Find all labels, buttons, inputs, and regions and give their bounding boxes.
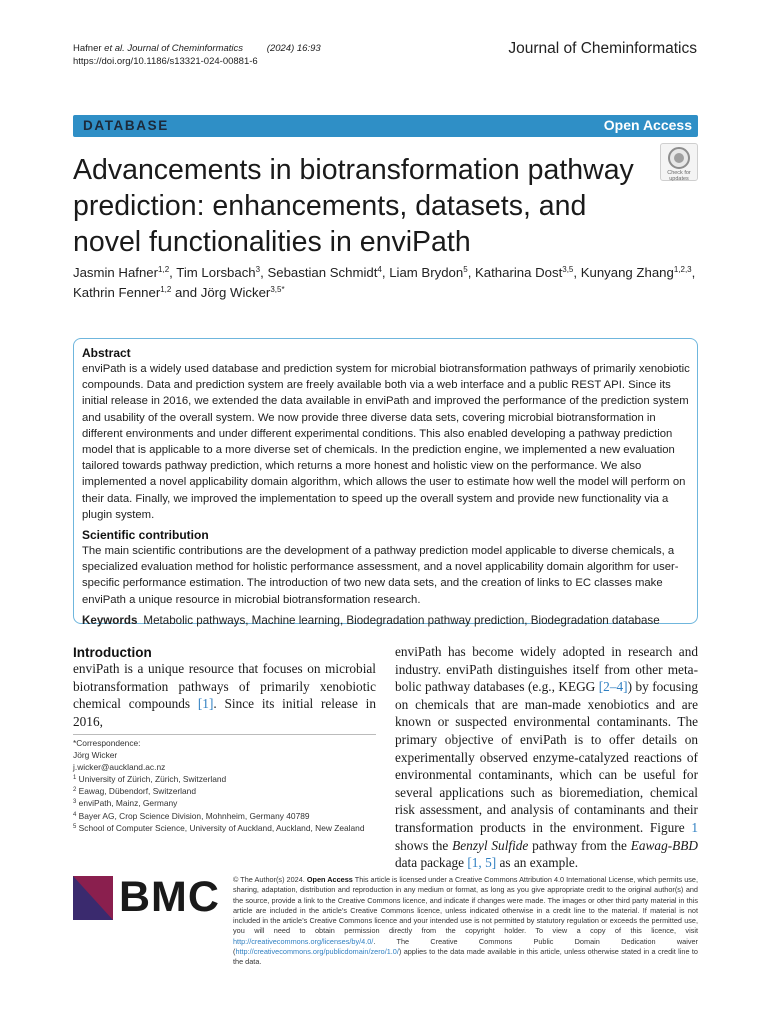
body-text: enviPath has become widely adopted in research and industry. enviPath distinguishes itself from other metabolic pathway databases (e.g., KEGG bbox=[395, 644, 698, 695]
correspondence-name: Jörg Wicker bbox=[73, 750, 118, 761]
affiliation-item: $^3$ enviPath, Mainz, Germany bbox=[73, 798, 178, 809]
intro-left-column bbox=[73, 660, 376, 730]
footnote-divider bbox=[73, 734, 376, 735]
pathway-name: Benzyl Sulfide bbox=[452, 837, 529, 853]
author-name[interactable]: Katharina Dost bbox=[475, 265, 563, 280]
body-text: shows the bbox=[395, 837, 453, 853]
body-text: ) by focusing on chemicals that are man-made xenobiotics and are known or suspected environmental contaminants. The primary objective of enviPath is to offer details on experimentally observed enzyme-catalyzed reactions of environmental contaminants, which can be useful for several applications such as bioremediation, chemical risk assessment, and analysis of contaminants and their transformation products in the environment. Figure bbox=[395, 679, 698, 835]
author-name[interactable]: Kathrin Fenner bbox=[73, 285, 161, 300]
figure-link[interactable]: 1 bbox=[691, 819, 698, 835]
running-header bbox=[73, 42, 321, 68]
affiliation-item: $^1$ University of Zürich, Zürich, Switzerland bbox=[73, 774, 227, 785]
author-affiliation: 3 bbox=[255, 265, 261, 274]
author-affiliation: 1,2 bbox=[158, 265, 170, 274]
citation-link[interactable]: [1, bbox=[467, 855, 482, 871]
author-affiliation: 4 bbox=[377, 265, 382, 274]
author-affiliation: 1,2,3 bbox=[673, 265, 692, 274]
introduction-heading: Introduction bbox=[73, 645, 152, 660]
open-access-label: Open Access bbox=[603, 117, 692, 133]
abstract-box bbox=[73, 338, 698, 627]
correspondence-label: *Correspondence: bbox=[73, 738, 141, 748]
author-conjunction: and bbox=[175, 285, 198, 300]
contribution-text: The main scientific contributions are the development of a pathway prediction model applicable to diverse chemicals, a specialized evaluation method for holistic performance assessment, and a novel applicability domain algorithm for user-specific performance estimation. The introduction of two new data sets, and the creation of links to EC classes make enviPath a unique resource in microbial biotransformation research. bbox=[82, 545, 679, 606]
body-text: enviPath is a unique resource that focuses on microbial biotransformation pathways of primarily xenobiotic chemical compounds bbox=[73, 661, 376, 712]
intro-right-column bbox=[395, 643, 698, 872]
doi-link[interactable]: https://doi.org/10.1186/s13321-024-00881-6 bbox=[73, 56, 258, 67]
bmc-logo-text: BMC bbox=[119, 873, 220, 921]
body-text: . Since its initial release in 2016, bbox=[73, 696, 376, 729]
check-for-updates-label: Check for updates bbox=[667, 170, 691, 182]
article-type-banner bbox=[73, 115, 698, 137]
package-name: Eawag-BBD bbox=[630, 837, 698, 853]
crossmark-icon bbox=[668, 147, 690, 169]
author-name[interactable]: Liam Brydon bbox=[389, 265, 464, 280]
open-access-inline: Open Access bbox=[306, 875, 353, 884]
author-name[interactable]: Tim Lorsbach bbox=[176, 265, 256, 280]
keywords-label: Keywords bbox=[82, 613, 138, 627]
keywords-list: Metabolic pathways, Machine learning, Biodegradation pathway prediction, Biodegradation database bbox=[143, 613, 660, 627]
correspondence-email[interactable]: j.wicker@auckland.ac.nz bbox=[73, 762, 166, 773]
contribution-heading: Scientific contribution bbox=[82, 528, 209, 543]
body-text: as an example. bbox=[496, 855, 579, 871]
citation-line bbox=[73, 42, 321, 55]
abstract-text: enviPath is a widely used database and prediction system for microbial biotransformation pathways of primarily xenobiotic compounds. Data and prediction system are freely available both via a web interface and a public REST API. Since its initial release in 2016, we extended the data available in enviPath and improved the performance of the prediction system and usability of the overall system. We now provide three diverse data sets, covering microbial biotransformation in different environments and under different experimental conditions. This also enabled developing a pathway prediction model that is applicable to a more diverse set of chemicals. In the prediction engine, we implemented a new evaluation tailored towards pathway prediction, which returns a more honest and holistic view on the performance. We also implemented a novel applicability domain algorithm, which allows the user to estimate how well the model will perform on their data. Finally, we improved the implementation to speed up the overall system and provide new functionality via a plugin system. bbox=[82, 363, 690, 521]
public-domain-link[interactable]: http://creativecommons.org/publicdomain/zero/1.0/ bbox=[235, 947, 399, 957]
author-name[interactable]: Kunyang Zhang bbox=[580, 265, 674, 280]
citation-journal: et al. Journal of Cheminformatics bbox=[104, 43, 244, 54]
author-name[interactable]: Jasmin Hafner bbox=[73, 265, 159, 280]
affiliation-item: $^5$ School of Computer Science, University of Auckland, Auckland, New Zealand bbox=[73, 822, 365, 833]
author-list: Jasmin Hafner$^{1,2}$, Tim Lorsbach$^3$, Sebastian Schmidt$^4$, Liam Brydon$^5$, Katharina Dost$^{3,5}$, Kunyang Zhang$^{1,2,3}$, Kathrin Fenner$^{1,2}$ and Jörg Wicker$^{3,5*}$ bbox=[73, 265, 696, 300]
body-text: data package bbox=[395, 855, 468, 871]
license-text: © The Author(s) 2024. Open Access This article is licensed under a Creative Commons Attribution 4.0 International License, which permits use, sharing, adaptation, distribution and reproduction in any medium or format, as long as you give appropriate credit to the original author(s) and the source, provide a link to the Creative Commons licence, and indicate if changes were made. The images or other third party material in this article are included in the article’s Creative Commons licence, unless indicated otherwise in a credit line to the material. If material is not included in the article’s Creative Commons licence and your intended use is not permitted by statutory regulation or exceeds the permitted use, you will need to obtain permission directly from the copyright holder. To view a copy of this licence, visit http://creativecommons.org/licenses/by/4.0/. The Creative Commons Public Domain Dedication waiver (http://creativecommons.org/publicdomain/zero/1.0/) applies to the data made available in this article, unless otherwise stated in a credit line to the data. bbox=[233, 875, 699, 967]
check-for-updates-button[interactable] bbox=[660, 143, 698, 181]
affiliation-item: $^2$ Eawag, Dübendorf, Switzerland bbox=[73, 786, 196, 797]
body-text: pathway from the bbox=[528, 837, 631, 853]
author-affiliation: 3,5* bbox=[270, 285, 285, 294]
footnotes bbox=[73, 737, 376, 834]
author-affiliation: 1,2 bbox=[160, 285, 172, 294]
affiliation-item: $^4$ Bayer AG, Crop Science Division, Mohnheim, Germany 40789 bbox=[73, 810, 310, 821]
citation-author: Hafner bbox=[73, 43, 102, 54]
bmc-logo-mark-icon bbox=[73, 876, 113, 920]
license-link[interactable]: http://creativecommons.org/licenses/by/4.0/ bbox=[233, 936, 374, 946]
bmc-logo bbox=[73, 873, 220, 923]
author-affiliation: 5 bbox=[463, 265, 468, 274]
author-name[interactable]: Jörg Wicker bbox=[200, 285, 271, 300]
citation-volume: (2024) 16:93 bbox=[266, 43, 321, 54]
article-category: DATABASE bbox=[83, 118, 169, 133]
keywords-row bbox=[82, 613, 694, 629]
author-affiliation: 3,5 bbox=[562, 265, 574, 274]
citation-link[interactable]: [2–4] bbox=[598, 679, 628, 695]
citation-link[interactable]: 5] bbox=[485, 855, 497, 871]
author-name[interactable]: Sebastian Schmidt bbox=[267, 265, 378, 280]
abstract-heading: Abstract bbox=[82, 346, 131, 360]
journal-name: Journal of Cheminformatics bbox=[508, 40, 697, 57]
article-title: Advancements in biotransformation pathway prediction: enhancements, datasets, and novel functionalities in enviPath bbox=[73, 154, 634, 258]
citation-link[interactable]: [1] bbox=[197, 696, 214, 712]
